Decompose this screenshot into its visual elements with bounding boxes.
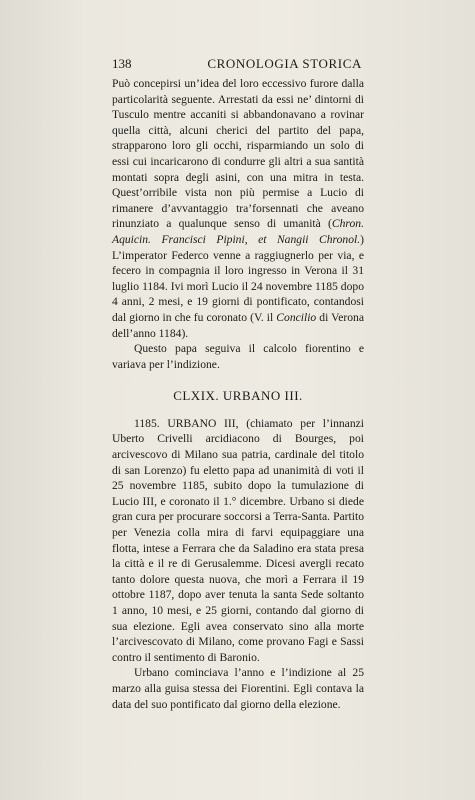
paragraph-lucio-text: Può concepirsi un’idea del loro eccessivo furore dalla particolarità seguente. Arrestati da essi ne’ dintorni di Tusculo mentre accaniti si abbandonavano a rovinar quella città, alcuni cherici del partito del papa, strapparono loro gli occhi, risparmiando un solo di essi cui incaricarono di condurre gli altri a sua santità montati sopra degli asini, con una mitra in testa. Quest’orribile vista non più permise a Lucio di rimanere d’avvantaggio tra’forsennati che aveano rinunziato a qualunque senso di umanità ( <box>112 77 364 231</box>
paragraph-lucio-continued <box>112 76 364 341</box>
paragraph-calendar-note: Questo papa seguiva il calcolo fiorentino e variava per l’indizione. <box>112 342 364 371</box>
paragraph-urbano-calendar: Urbano cominciava l’anno e l’indizione al 25 marzo alla guisa stessa dei Fiorentini. Egli contava la data del suo pontificato dal giorno della elezione. <box>112 666 364 711</box>
citation-chronicles: Chron. Aquicin. Francisci Pipini, et Nangii Chronol. <box>112 217 364 246</box>
page-header <box>112 56 362 72</box>
body-text <box>112 76 364 712</box>
page-number: 138 <box>112 56 132 71</box>
section-heading-urbano-iii: CLXIX. URBANO III. <box>173 388 303 404</box>
paragraph-lucio-text-3: di Verona dell’anno 1184). <box>112 310 364 340</box>
paragraph-urbano-iii: 1185. URBANO III, (chiamato per l’innanzi Uberto Crivelli arcidiacono di Bourges, poi arcivescovo di Milano sua patria, cardinale del titolo di san Lorenzo) fu eletto papa ad unanimità di voti il 25 novembre 1185, subito dopo la tumulazione di Lucio III, e coronato il 1.° dicembre. Urbano si diede gran cura per procurare soccorsi a Terra-Santa. Partito per Venezia colla mira di farvi equipaggiare una flotta, intese a Ferrara che da Saladino era stata presa la città e il re di Gerusalemme. Dicesi avergli recato tanto dolore questa nuova, che morì a Ferrara il 19 ottobre 1187, dopo aver tenuta la santa Sede soltanto 1 anno, 10 mesi, e 25 giorni, contando dal giorno di sua elezione. Egli avea conservato sino alla morte l’arcivescovato di Milano, come provano Fagi e Sassi contro il sentimento di Baronio. <box>112 416 364 664</box>
citation-concilio: Concilio <box>276 310 317 324</box>
paragraph-lucio-text-2: ) L’imperator Federco venne a raggiugnerlo per via, e fecero in compagnia il loro ingresso in Verona il 31 luglio 1184. Ivi morì Lucio il 24 novembre 1185 dopo 4 anni, 2 mesi, e 19 giorni di pontificato, contandosi dal giorno in che fu coronato (V. il <box>112 232 364 324</box>
running-title: CRONOLOGIA STORICA <box>207 56 362 71</box>
